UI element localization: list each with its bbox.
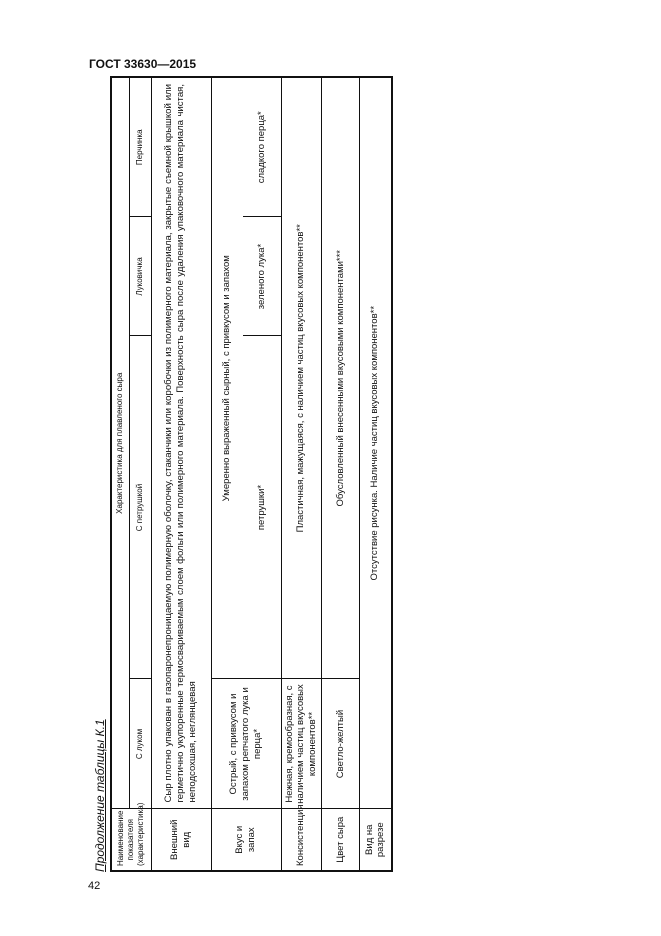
row-label-cut: Вид на разрезе [360, 809, 392, 871]
table-row [151, 77, 211, 871]
color-onion: Светло-желтый [322, 679, 360, 809]
cut-text: Отсутствие рисунка. Наличие частиц вкусовых компонентов** [360, 77, 392, 809]
color-rest: Обусловленный внесенными вкусовыми компонентами*** [322, 77, 360, 679]
taste-parsley: петрушки* [243, 336, 281, 679]
page-number: 42 [88, 880, 101, 892]
table-row [211, 77, 243, 871]
table-row [360, 77, 392, 871]
taste-common: Умеренно выраженный сырный, с привкусом и запахом [211, 77, 243, 679]
consistency-rest: Пластичная, мажущаяся, с наличием частиц вкусовых компонентов** [281, 77, 322, 679]
table-caption: Продолжение таблицы К.1 [93, 719, 107, 872]
header-col-perchinka: Перчинка [129, 77, 151, 217]
table-row [322, 77, 360, 871]
appearance-text: Сыр плотно упакован в газопаронепроницаемую полимерную оболочку, стаканчики или коробочки из полимерного материала, закрытые съемной крышкой или герметично укупоренные термосвариваемым слоем фольги или полимерного материала. Поверхность сыра после удаления упаковочного материала чистая, неподсохшая, неглянцевая [151, 77, 211, 809]
characteristics-table [110, 76, 393, 872]
document-code: ГОСТ 33630—2015 [89, 57, 197, 71]
header-col-lukovichka: Луковичка [129, 217, 151, 336]
table-row [281, 77, 322, 871]
taste-green-onion: зеленого лука* [243, 217, 281, 336]
header-indicator: Наименование показателя (характеристика) [111, 809, 151, 871]
header-group: Характеристика для плавленого сыра [111, 77, 129, 809]
consistency-onion: Нежная, кремообразная, с наличием частиц вкусовых компонентов** [281, 679, 322, 809]
row-label-color: Цвет сыра [322, 809, 360, 871]
taste-onion: Острый, с привкусом и запахом репчатого лука и перца* [211, 679, 281, 809]
header-col-onion: С луком [129, 679, 151, 809]
taste-sweet-pepper: сладкого перца* [243, 77, 281, 217]
row-label-consistency: Консистенция [281, 809, 322, 871]
rotated-table-block [85, 72, 385, 872]
header-col-parsley: С петрушкой [129, 336, 151, 679]
row-label-taste: Вкус и запах [211, 809, 281, 871]
row-label-appearance: Внешний вид [151, 809, 211, 871]
